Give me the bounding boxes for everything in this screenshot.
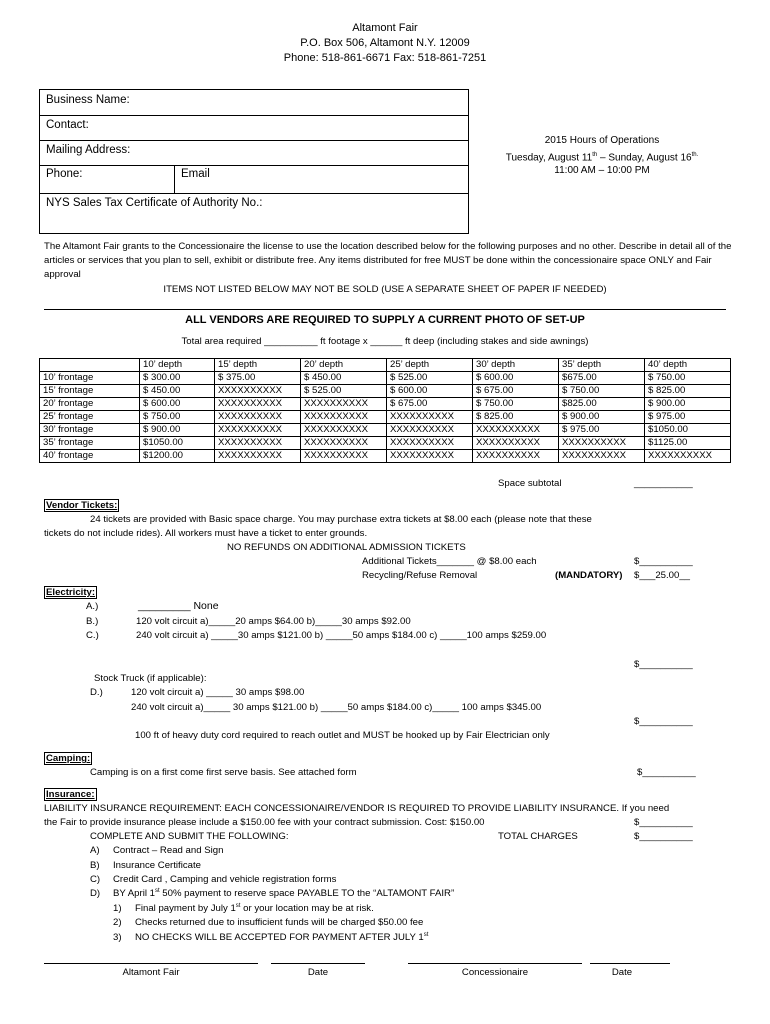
- phone-label: Phone:: [46, 168, 83, 180]
- recycling-label: Recycling/Refuse Removal: [362, 570, 478, 581]
- complete-submit-label: COMPLETE AND SUBMIT THE FOLLOWING:: [90, 831, 289, 842]
- sub3-text: NO CHECKS WILL BE ACCEPTED FOR PAYMENT AFTER JULY 1st: [135, 932, 429, 944]
- date1-line[interactable]: [271, 963, 365, 964]
- photo-notice: ALL VENDORS ARE REQUIRED TO SUPPLY A CURRENT PHOTO OF SET-UP: [185, 314, 585, 326]
- frontage-label: 40’ frontage: [40, 450, 140, 463]
- price-cell[interactable]: $ 600.00: [387, 385, 473, 398]
- price-cell[interactable]: XXXXXXXXXX: [559, 450, 645, 463]
- price-cell[interactable]: $ 525.00: [387, 372, 473, 385]
- price-cell[interactable]: XXXXXXXXXX: [473, 450, 559, 463]
- additional-tickets-amount[interactable]: $__________: [634, 556, 693, 567]
- description-line[interactable]: [44, 309, 726, 310]
- price-cell[interactable]: $1200.00: [140, 450, 215, 463]
- altamont-signature-line[interactable]: [44, 963, 258, 964]
- sub2-text: Checks returned due to insufficient funds will be charged $50.00 fee: [135, 917, 424, 928]
- price-cell[interactable]: $ 900.00: [645, 398, 731, 411]
- price-cell[interactable]: $ 900.00: [559, 411, 645, 424]
- price-cell[interactable]: $ 750.00: [473, 398, 559, 411]
- price-cell[interactable]: $1125.00: [645, 437, 731, 450]
- frontage-label: 35’ frontage: [40, 437, 140, 450]
- frontage-label: 15’ frontage: [40, 385, 140, 398]
- price-table-row: [40, 372, 731, 385]
- elec-b-label: B.): [86, 616, 99, 627]
- frontage-label: 10’ frontage: [40, 372, 140, 385]
- price-cell[interactable]: XXXXXXXXXX: [215, 437, 301, 450]
- price-cell[interactable]: XXXXXXXXXX: [645, 450, 731, 463]
- price-table-row: [40, 398, 731, 411]
- price-cell[interactable]: $ 750.00: [645, 372, 731, 385]
- price-cell[interactable]: XXXXXXXXXX: [215, 450, 301, 463]
- contact-field[interactable]: [40, 116, 468, 141]
- space-subtotal-label: Space subtotal: [498, 478, 562, 489]
- mailing-address-label: Mailing Address:: [46, 144, 131, 156]
- date2-label: Date: [611, 967, 633, 978]
- price-cell[interactable]: XXXXXXXXXX: [215, 424, 301, 437]
- price-header-cell: 10’ depth: [140, 359, 215, 372]
- date1-label: Date: [307, 967, 329, 978]
- vendor-tickets-text2: tickets do not include rides). All workers must have a ticket to enter grounds.: [44, 528, 368, 539]
- electricity-heading: Electricity:: [46, 587, 96, 598]
- price-cell[interactable]: XXXXXXXXXX: [301, 450, 387, 463]
- date2-line[interactable]: [590, 963, 670, 964]
- recycling-amount: $___25.00__: [634, 570, 691, 581]
- price-cell[interactable]: $ 300.00: [140, 372, 215, 385]
- insurance-heading: Insurance:: [46, 789, 95, 800]
- elec-d-label: D.): [90, 687, 103, 698]
- req-d-label: D): [90, 888, 101, 899]
- price-cell[interactable]: $ 975.00: [559, 424, 645, 437]
- camping-heading: Camping:: [46, 753, 91, 764]
- price-cell[interactable]: XXXXXXXXXX: [473, 437, 559, 450]
- frontage-label: 20’ frontage: [40, 398, 140, 411]
- sub1-text: Final payment by July 1st or your location may be at risk.: [135, 903, 374, 915]
- price-header-cell: 15’ depth: [215, 359, 301, 372]
- insurance-text1: LIABILITY INSURANCE REQUIREMENT: EACH CONCESSIONAIRE/VENDOR IS REQUIRED TO PROVIDE LIABILITY INSURANCE. If you need: [44, 803, 670, 814]
- price-cell[interactable]: $ 750.00: [559, 385, 645, 398]
- altamont-signature-label: Altamont Fair: [122, 967, 180, 978]
- elec-a-none[interactable]: _________ None: [138, 600, 219, 612]
- elec-c-label: C.): [86, 630, 99, 641]
- price-header-cell: 25’ depth: [387, 359, 473, 372]
- price-cell[interactable]: XXXXXXXXXX: [301, 411, 387, 424]
- price-cell[interactable]: $ 900.00: [140, 424, 215, 437]
- price-cell[interactable]: XXXXXXXXXX: [301, 437, 387, 450]
- price-cell[interactable]: $ 375.00: [215, 372, 301, 385]
- price-cell[interactable]: $ 975.00: [645, 411, 731, 424]
- price-table-row: [40, 411, 731, 424]
- price-cell[interactable]: $ 450.00: [301, 372, 387, 385]
- price-cell[interactable]: $ 450.00: [140, 385, 215, 398]
- electricity-subtotal[interactable]: $__________: [634, 659, 693, 670]
- mailing-address-field[interactable]: [40, 141, 468, 166]
- price-cell[interactable]: $ 600.00: [140, 398, 215, 411]
- stock-truck-amount[interactable]: $__________: [634, 716, 693, 727]
- req-a-label: A): [90, 845, 100, 856]
- elec-c-options[interactable]: 240 volt circuit a) _____30 amps $121.00 b) _____50 amps $184.00 c) _____100 amps $259.00: [136, 630, 547, 641]
- price-header-cell: 35’ depth: [559, 359, 645, 372]
- price-header-cell: [40, 359, 140, 372]
- req-a-text: Contract – Read and Sign: [113, 845, 224, 856]
- hours-time: 11:00 AM – 10:00 PM: [554, 165, 650, 176]
- tax-cert-label: NYS Sales Tax Certificate of Authority No.:: [46, 197, 263, 209]
- price-table-row: [40, 385, 731, 398]
- price-cell[interactable]: $ 825.00: [473, 411, 559, 424]
- intro-paragraph: The Altamont Fair grants to the Concessionaire the license to use the location described below for the following purposes and no other. Describe in detail all of the articles or services that you plan to sell, exhibit or distribute free. Any items distributed for free MUST be done within the concessionaire space ONLY and Fair approval: [44, 241, 732, 280]
- org-name: Altamont Fair: [352, 22, 418, 34]
- req-b-label: B): [90, 860, 100, 871]
- price-table-row: [40, 450, 731, 463]
- stock-truck-label: Stock Truck (if applicable):: [94, 673, 207, 684]
- req-b-text: Insurance Certificate: [113, 860, 201, 871]
- cord-note: 100 ft of heavy duty cord required to reach outlet and MUST be hooked up by Fair Electrician only: [135, 730, 550, 741]
- frontage-label: 25’ frontage: [40, 411, 140, 424]
- phone-email-row: [40, 166, 468, 194]
- price-cell[interactable]: $ 825.00: [645, 385, 731, 398]
- price-table: [39, 358, 731, 463]
- org-address: P.O. Box 506, Altamont N.Y. 12009: [300, 37, 470, 49]
- price-cell[interactable]: $1050.00: [645, 424, 731, 437]
- price-cell[interactable]: $ 525.00: [301, 385, 387, 398]
- price-cell[interactable]: XXXXXXXXXX: [387, 424, 473, 437]
- frontage-label: 30’ frontage: [40, 424, 140, 437]
- no-refunds-notice: NO REFUNDS ON ADDITIONAL ADMISSION TICKETS: [227, 542, 466, 553]
- price-cell[interactable]: $ 675.00: [473, 385, 559, 398]
- insurance-amount[interactable]: $__________: [634, 817, 693, 828]
- area-line: Total area required __________ ft footage x ______ ft deep (including stakes and side awnings): [181, 336, 589, 347]
- vendor-tickets-text1: 24 tickets are provided with Basic space charge. You may purchase extra tickets at $8.00 each (please note that these: [90, 514, 592, 525]
- price-cell[interactable]: $675.00: [559, 372, 645, 385]
- elec-d-options-240[interactable]: 240 volt circuit a)_____ 30 amps $121.00 b) _____50 amps $184.00 c)_____ 100 amps $345.00: [131, 702, 542, 713]
- price-cell[interactable]: $825.00: [559, 398, 645, 411]
- req-d-text: BY April 1st 50% payment to reserve space PAYABLE TO the “ALTAMONT FAIR”: [113, 888, 455, 900]
- business-name-field[interactable]: [40, 90, 468, 116]
- business-name-label: Business Name:: [46, 94, 130, 106]
- hours-title: 2015 Hours of Operations: [544, 135, 660, 146]
- price-cell[interactable]: XXXXXXXXXX: [215, 398, 301, 411]
- price-cell[interactable]: XXXXXXXXXX: [387, 437, 473, 450]
- price-cell[interactable]: XXXXXXXXXX: [387, 450, 473, 463]
- price-cell[interactable]: $1050.00: [140, 437, 215, 450]
- total-charges-label: TOTAL CHARGES: [498, 831, 578, 842]
- price-cell[interactable]: XXXXXXXXXX: [387, 411, 473, 424]
- price-cell[interactable]: XXXXXXXXXX: [473, 424, 559, 437]
- items-notice: ITEMS NOT LISTED BELOW MAY NOT BE SOLD (USE A SEPARATE SHEET OF PAPER IF NEEDED): [163, 284, 607, 295]
- price-cell[interactable]: $ 675.00: [387, 398, 473, 411]
- price-cell[interactable]: XXXXXXXXXX: [559, 437, 645, 450]
- contact-fields-box: [39, 89, 469, 234]
- price-table-header: [40, 359, 731, 372]
- space-subtotal-blank[interactable]: ___________: [634, 478, 693, 489]
- req-c-text: Credit Card , Camping and vehicle registration forms: [113, 874, 337, 885]
- price-cell[interactable]: $ 600.00: [473, 372, 559, 385]
- price-cell[interactable]: XXXXXXXXXX: [301, 398, 387, 411]
- hours-dates: Tuesday, August 11th – Sunday, August $16^{th.}$: [505, 152, 699, 164]
- camping-text: Camping is on a first come first serve basis. See attached form: [90, 767, 357, 778]
- price-header-cell: 20’ depth: [301, 359, 387, 372]
- price-cell[interactable]: XXXXXXXXXX: [301, 424, 387, 437]
- phone-email-divider: [174, 166, 175, 194]
- price-table-row: [40, 437, 731, 450]
- price-cell[interactable]: $ 750.00: [140, 411, 215, 424]
- additional-tickets[interactable]: Additional Tickets_______ @ $8.00 each: [362, 556, 537, 567]
- vendor-tickets-heading: Vendor Tickets:: [46, 500, 118, 511]
- concessionaire-signature-line[interactable]: [408, 963, 582, 964]
- price-cell[interactable]: XXXXXXXXXX: [215, 385, 301, 398]
- elec-b-options[interactable]: 120 volt circuit a)_____20 amps $64.00 b)_____30 amps $92.00: [136, 616, 411, 627]
- price-header-cell: 40’ depth: [645, 359, 731, 372]
- mandatory-label: (MANDATORY): [555, 570, 623, 581]
- sub1-label: 1): [113, 903, 122, 914]
- camping-amount[interactable]: $__________: [637, 767, 696, 778]
- contact-label: Contact:: [46, 119, 89, 131]
- sub3-label: 3): [113, 932, 122, 943]
- concessionaire-label: Concessionaire: [461, 967, 529, 978]
- email-label: Email: [181, 168, 210, 180]
- price-cell[interactable]: XXXXXXXXXX: [215, 411, 301, 424]
- elec-a-label: A.): [86, 601, 99, 612]
- total-charges-amount[interactable]: $__________: [634, 831, 693, 842]
- sub2-label: 2): [113, 917, 122, 928]
- price-header-cell: 30’ depth: [473, 359, 559, 372]
- elec-d-options-120[interactable]: 120 volt circuit a) _____ 30 amps $98.00: [131, 687, 305, 698]
- price-table-row: [40, 424, 731, 437]
- org-phone-fax: Phone: 518-861-6671 Fax: 518-861-7251: [283, 52, 487, 64]
- insurance-text2: the Fair to provide insurance please include a $150.00 fee with your contract submission. Cost: $150.00: [44, 817, 485, 828]
- req-c-label: C): [90, 874, 101, 885]
